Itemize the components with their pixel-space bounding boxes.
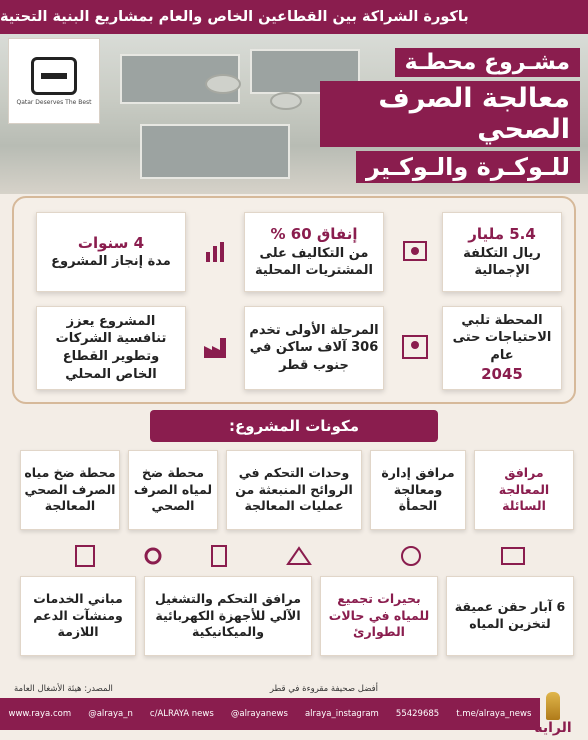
instagram-link[interactable]: alraya_instagram	[304, 709, 379, 719]
component-card: محطة ضخ مياه الصرف الصحي المعالجة	[20, 450, 120, 530]
stat-local-spend	[244, 212, 384, 292]
pump-icon	[396, 542, 426, 570]
stat-value: 5.4 مليار	[468, 225, 536, 244]
component-card: مرافق التحكم والتشغيل الآلي للأجهزة الكهربائية والميكانيكية	[144, 576, 312, 656]
twitter-link[interactable]: @alraya_n	[88, 709, 133, 719]
component-card: مرافق إدارة ومعالجة الحمأة	[370, 450, 466, 530]
component-card: بحيرات تجميع للمياه في حالات الطوارئ	[320, 576, 438, 656]
stat-text: المرحلة الأولى تخدم 306 آلاف ساكن في جنوب قطر	[249, 322, 379, 373]
logo-mark	[31, 57, 77, 95]
title-line-1: مشـروع محطـة	[395, 48, 580, 77]
brand-name: الراية	[534, 720, 572, 736]
stat-duration	[36, 212, 186, 292]
stat-value: 4 سنوات	[77, 234, 145, 253]
factory-icon	[200, 330, 234, 364]
ministry-logo	[8, 38, 100, 124]
stat-text: المحطة تلبي الاحتياجات حتى عام	[452, 312, 552, 363]
money-icon	[398, 234, 432, 268]
component-card: مباني الخدمات ومنشآت الدعم اللازمة	[20, 576, 136, 656]
top-banner	[0, 0, 588, 34]
title-line-3: للـوكـرة والـوكـير	[356, 151, 580, 183]
website-link[interactable]: www.raya.com	[8, 709, 72, 719]
map-pin-icon	[398, 330, 432, 364]
clarifier-tank	[205, 74, 241, 94]
stat-cost	[442, 212, 562, 292]
telegram-link[interactable]: t.me/alraya_news	[456, 709, 532, 719]
component-card: 6 آبار حقن عميقة لتخزين المياه	[446, 576, 574, 656]
stat-residents	[244, 306, 384, 390]
stats-panel	[12, 196, 576, 404]
tagline: أفضل صحيفة مقروءة في قطر	[269, 684, 378, 694]
chart-icon	[200, 234, 234, 268]
footer	[0, 682, 588, 740]
stat-text: مدة إنجاز المشروع	[51, 254, 171, 270]
stat-text: من التكاليف على المشتريات المحلية	[255, 245, 373, 279]
valve-icon	[204, 542, 234, 570]
stat-capacity	[442, 306, 562, 390]
stat-value: 2045	[481, 365, 523, 384]
building-icon	[70, 542, 100, 570]
treatment-basin	[140, 124, 290, 179]
stat-text: ريال التكلفة الإجمالية	[463, 245, 541, 279]
project-title	[320, 48, 580, 187]
clarifier-tank	[270, 92, 302, 110]
social-bar	[0, 698, 540, 730]
stat-private-sector	[36, 306, 186, 390]
component-card: محطة ضخ لمياه الصرف الصحي	[128, 450, 218, 530]
stat-text: المشروع يعزز تنافسية الشركات وتطوير القطاع الخاص المحلي	[55, 313, 167, 382]
source-note: المصدر: هيئة الأشغال العامة	[14, 684, 113, 694]
brand-logo	[518, 688, 588, 740]
trophy-icon	[546, 692, 560, 720]
gear-icon	[138, 542, 168, 570]
components-title: مكونات المشروع:	[150, 410, 438, 442]
whatsapp-number[interactable]: 55429685	[395, 709, 440, 719]
component-card: مرافق المعالجة السائلة	[474, 450, 574, 530]
stat-value: إنفاق 60 %	[270, 225, 358, 244]
logo-caption: Qatar Deserves The Best	[16, 98, 92, 106]
pipe-icon	[498, 542, 528, 570]
title-line-2: معالجة الصرف الصحي	[320, 81, 580, 147]
header-title: باكورة الشراكة بين القطاعين الخاص والعام بمشاريع البنية التحتية	[0, 9, 469, 25]
tank-icon	[284, 542, 314, 570]
component-card: وحدات التحكم في الروائح المنبعثة من عمليات المعالجة	[226, 450, 362, 530]
facebook-link[interactable]: @alrayanews	[230, 709, 288, 719]
youtube-link[interactable]: c/ALRAYA news	[149, 709, 214, 719]
